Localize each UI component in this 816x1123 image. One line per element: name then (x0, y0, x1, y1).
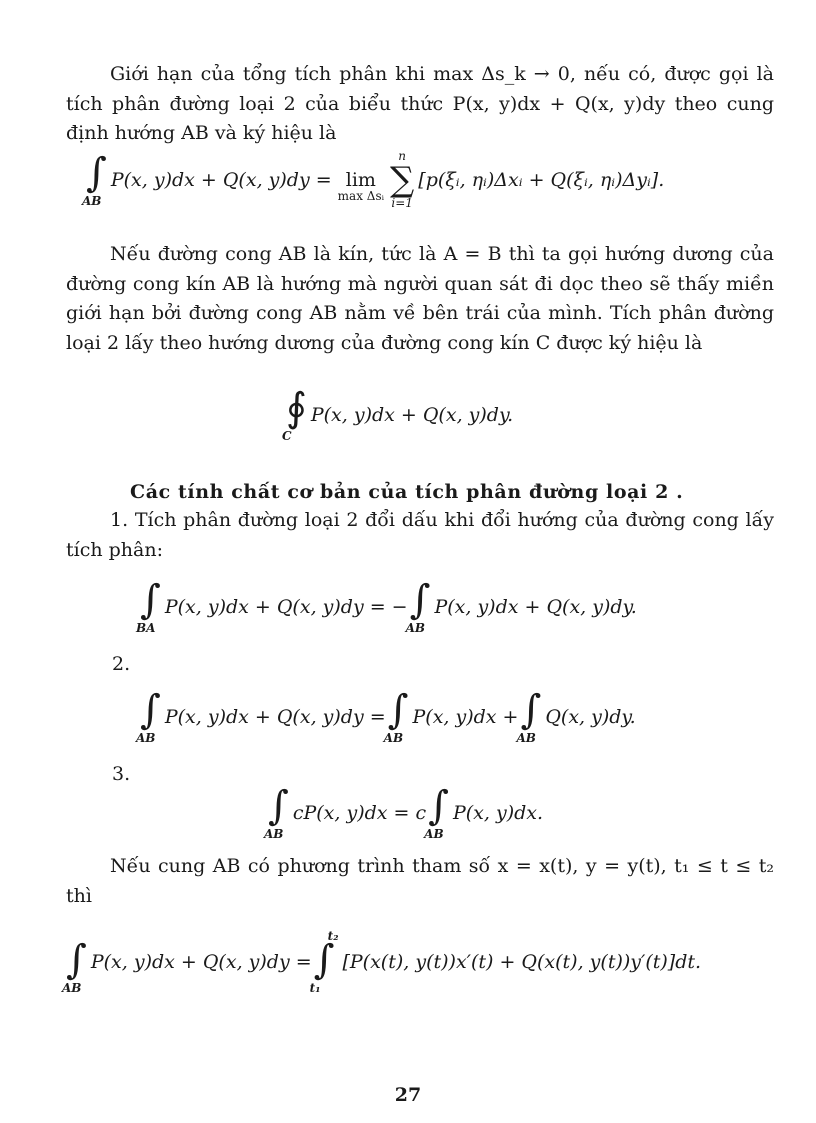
equation-rhs: P(x, y)dx + Q(x, y)dy. (434, 596, 637, 618)
equation-property-3 (264, 783, 545, 841)
equation-property-1 (136, 577, 639, 635)
equation-parametric (62, 929, 703, 995)
integral-upper-limit: t₂ (327, 929, 339, 943)
equation-rhs: [P(x(t), y(t))x′(t) + Q(x(t), y(t))y′(t)]dt. (342, 951, 702, 973)
integral-sign: ∫ AB (405, 577, 431, 635)
equation-property-2 (136, 687, 638, 745)
section-heading: Các tính chất cơ bản của tích phân đường loại 2 . (130, 481, 684, 503)
integral-sign: ∫ AB (516, 687, 542, 745)
summation: n ∑ i=1 (390, 149, 415, 210)
integral-sign: ∫ BA (136, 577, 161, 635)
equation-rhs: [p(ξᵢ, ηᵢ)Δxᵢ + Q(ξᵢ, ηᵢ)Δyᵢ]. (418, 169, 665, 191)
equation-line-integral-definition (82, 149, 666, 210)
equation-rhs: Q(x, y)dy. (545, 706, 636, 728)
integral-lower-limit: t₁ (309, 981, 321, 995)
integral-lower-limit: AB (516, 731, 536, 745)
equation-body: P(x, y)dx + Q(x, y)dy. (310, 404, 514, 426)
equation-rhs: P(x, y)dx. (452, 802, 544, 824)
equation-lhs: P(x, y)dx + Q(x, y)dy = − (164, 596, 408, 618)
sum-upper-limit: n (398, 149, 407, 163)
integral-lower-limit: AB (136, 731, 156, 745)
limit-operator (338, 170, 384, 202)
limit-subscript: max Δsᵢ (337, 189, 385, 203)
integral-lower-limit: C (282, 429, 292, 443)
equation-closed-integral (282, 385, 515, 443)
property-3-number: 3. (112, 763, 131, 785)
equation-lhs: P(x, y)dx + Q(x, y)dy = (90, 951, 312, 973)
paragraph-closed-curve: Nếu đường cong AB là kín, tức là A = B thì ta gọi hướng dương của đường cong kín AB là hướng mà người quan sát đi dọc theo sẽ thấy miền giới hạn bởi đường cong AB nằm về bên trái của mình. Tích phân đường loại 2 lấy theo hướng dương của đường cong kín C được ký hiệu là (66, 243, 774, 354)
integral-lower-limit: AB (82, 194, 102, 208)
equation-middle: P(x, y)dx + (412, 706, 519, 728)
paragraph-definition: Giới hạn của tổng tích phân khi max Δs_k → 0, nếu có, được gọi là tích phân đường loại 2 của biểu thức P(x, y)dx + Q(x, y)dy theo cung định hướng AB và ký hiệu là (66, 63, 774, 144)
equation-lhs: cP(x, y)dx = c (292, 802, 427, 824)
integral-sign: ∫ AB (264, 783, 289, 841)
integral-sign: ∫ AB (62, 937, 87, 995)
integral-sign: ∫ AB (136, 687, 161, 745)
definite-integral-sign: t₂ ∫ t₁ (309, 929, 339, 995)
integral-lower-limit: BA (136, 621, 156, 635)
paragraph-parametric: Nếu cung AB có phương trình tham số x = x(t), y = y(t), t₁ ≤ t ≤ t₂ thì (66, 855, 774, 907)
limit-word: lim (345, 169, 376, 191)
contour-integral-sign: ∮ C (282, 385, 307, 443)
property-1-text: 1. Tích phân đường loại 2 đổi dấu khi đổi hướng của đường cong lấy tích phân: (66, 509, 774, 561)
equation-lhs: P(x, y)dx + Q(x, y)dy = (110, 169, 332, 191)
property-2-number: 2. (112, 653, 131, 675)
integral-lower-limit: AB (405, 621, 426, 635)
sum-lower-limit: i=1 (391, 196, 413, 210)
page-number: 27 (394, 1084, 422, 1106)
integral-lower-limit: AB (383, 731, 404, 745)
integral-lower-limit: AB (62, 981, 82, 995)
integral-sign: ∫ AB (82, 150, 107, 208)
integral-sign: ∫ AB (424, 783, 449, 841)
integral-lower-limit: AB (264, 827, 284, 841)
integral-lower-limit: AB (424, 827, 444, 841)
integral-sign: ∫ AB (383, 687, 409, 745)
equation-lhs: P(x, y)dx + Q(x, y)dy = (164, 706, 386, 728)
